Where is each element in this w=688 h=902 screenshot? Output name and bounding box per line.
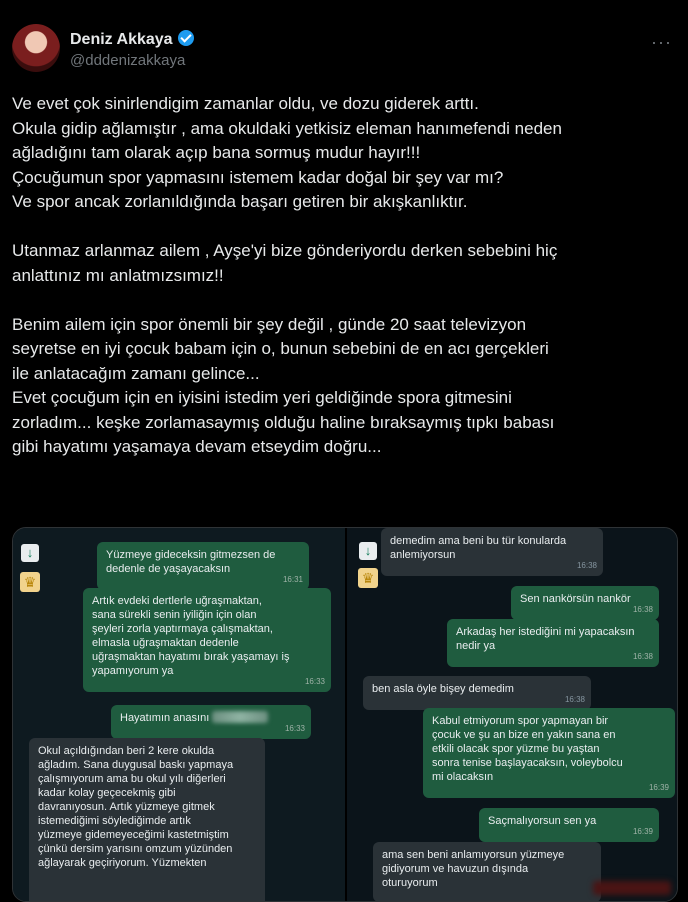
tweet-text [12,92,674,460]
chat-message [423,708,675,798]
tweet-line: ile anlatacağım zamanı gelince... [12,363,260,383]
tweet-line: seyretse en iyi çocuk babam için o, bunun sebebini de en acı gerçekleri [12,339,549,358]
message-text: ama sen beni anlamıyorsun yüzmeye gidiyorum ve havuzun dışında oturuyorum [382,849,565,889]
chat-message [511,586,659,620]
message-time: 16:39 [648,783,669,792]
chat-message [447,619,659,667]
chat-message [83,588,331,692]
redacted-text [212,711,268,723]
chat-message [479,808,659,842]
chat-message [111,705,311,739]
tweet-line: Utanmaz arlanmaz ailem , Ayşe'yi bize gönderiyordu derken sebebini hiç [12,241,558,260]
message-time: 16:38 [576,561,597,570]
avatar[interactable] [12,24,60,72]
crown-icon: ♛ [20,572,40,592]
message-text: Sen nankörsün nankör [520,593,631,605]
tweet-line: Benim ailem için spor önemli bir şey değil , günde 20 saat televizyon [12,314,527,334]
paragraph-gap [12,288,674,313]
tweet-line: ağladığını tam olarak açıp bana sormuş mudur hayır!!! [12,143,421,162]
message-time: 16:38 [564,695,585,704]
tweet-line: Ve evet çok sinirlendigim zamanlar oldu, ve dozu giderek arttı. [12,94,479,113]
chat-message [373,842,601,902]
user-handle[interactable]: @dddenizakkaya [70,52,186,69]
tweet-line: Çocuğumun spor yapmasını istemem kadar doğal bir şey var mı? [12,167,504,187]
message-text: Okul açıldığından beri 2 kere okulda ağladım. Sana duygusal baskı yapmaya çalışmıyorum ama bu okul yılı diğerleri kadar kolay geçecekmiş gibi davranıyosun. Artık yüzmeye gitmek istemediğimi söylediğimde artık yüzmeye gidemeyeceğimi kastetmiştim çünkü dersim yarısını omzum yüzünden ağlayarak geçiriyorum. Yüzmekten [38,745,234,869]
message-text: Kabul etmiyorum spor yapmayan bir çocuk ve şu an bize en yakın sana en etkili olacak spor yüzme bu yaştan sonra tenise başlayacaksın, voleybolcu mi olacaksın [432,715,623,783]
attached-image[interactable] [12,527,678,902]
display-name-text[interactable]: Deniz Akkaya [70,31,173,48]
message-text: ben asla öyle bişey demedim [372,683,514,695]
message-time: 16:39 [632,827,653,836]
tweet-line: Okula gidip ağlamıştır , ama okuldaki yetkisiz eleman hanımefendi neden [12,118,562,138]
tweet-line: anlattınız mı anlatmızsımız!! [12,265,224,285]
message-time: 16:38 [632,605,653,614]
message-text: Arkadaş her istediğini mi yapacaksın nedir ya [456,626,635,652]
tweet-line: Evet çocuğum için en iyisini istedim yeri geldiğinde spora gitmesini [12,388,512,407]
chat-message [29,738,265,902]
download-icon: ↓ [21,544,39,562]
chat-message [97,542,309,590]
download-icon: ↓ [359,542,377,560]
message-text: Artık evdeki dertlerle uğraşmaktan, sana sürekli senin iyiliğin için olan şeyleri zorla yaptırmaya çalışmaktan, elmasla uğraşmaktan dedenle uğraşmaktan hayatımı bırak yaşamayı iş yapamıyorum ya [92,595,290,677]
redacted-watermark [593,881,671,895]
paragraph-gap [12,215,674,240]
more-options-icon[interactable]: ··· [651,32,672,52]
message-text: demedim ama beni bu tür konularda anlemiyorsun [390,535,567,561]
chat-message [381,528,603,576]
verified-badge-icon [178,30,194,46]
chat-screenshot-right [347,528,677,901]
message-text: Saçmalıyorsun sen ya [488,815,597,827]
tweet-header [12,18,676,78]
message-time: 16:38 [632,652,653,661]
tweet-line: zorladım... keşke zorlamasaymış olduğu haline bıraksaymış tıpkı babası [12,412,555,432]
tweet-line: Ve spor ancak zorlanıldığında başarı getiren bir akışkanlıktır. [12,192,468,211]
message-time: 16:31 [282,575,303,584]
tweet-line: gibi hayatımı yaşamaya devam etseydim doğru... [12,437,382,456]
message-text: Yüzmeye gideceksin gitmezsen de dedenle de yaşayacaksın [106,549,276,575]
chat-message [363,676,591,710]
message-text: Hayatımın anasını [120,712,210,724]
chat-screenshot-left [13,528,345,901]
display-name[interactable] [70,30,194,49]
message-time: 16:33 [304,677,325,686]
crown-icon: ♛ [358,568,378,588]
message-time: 16:33 [284,724,305,733]
